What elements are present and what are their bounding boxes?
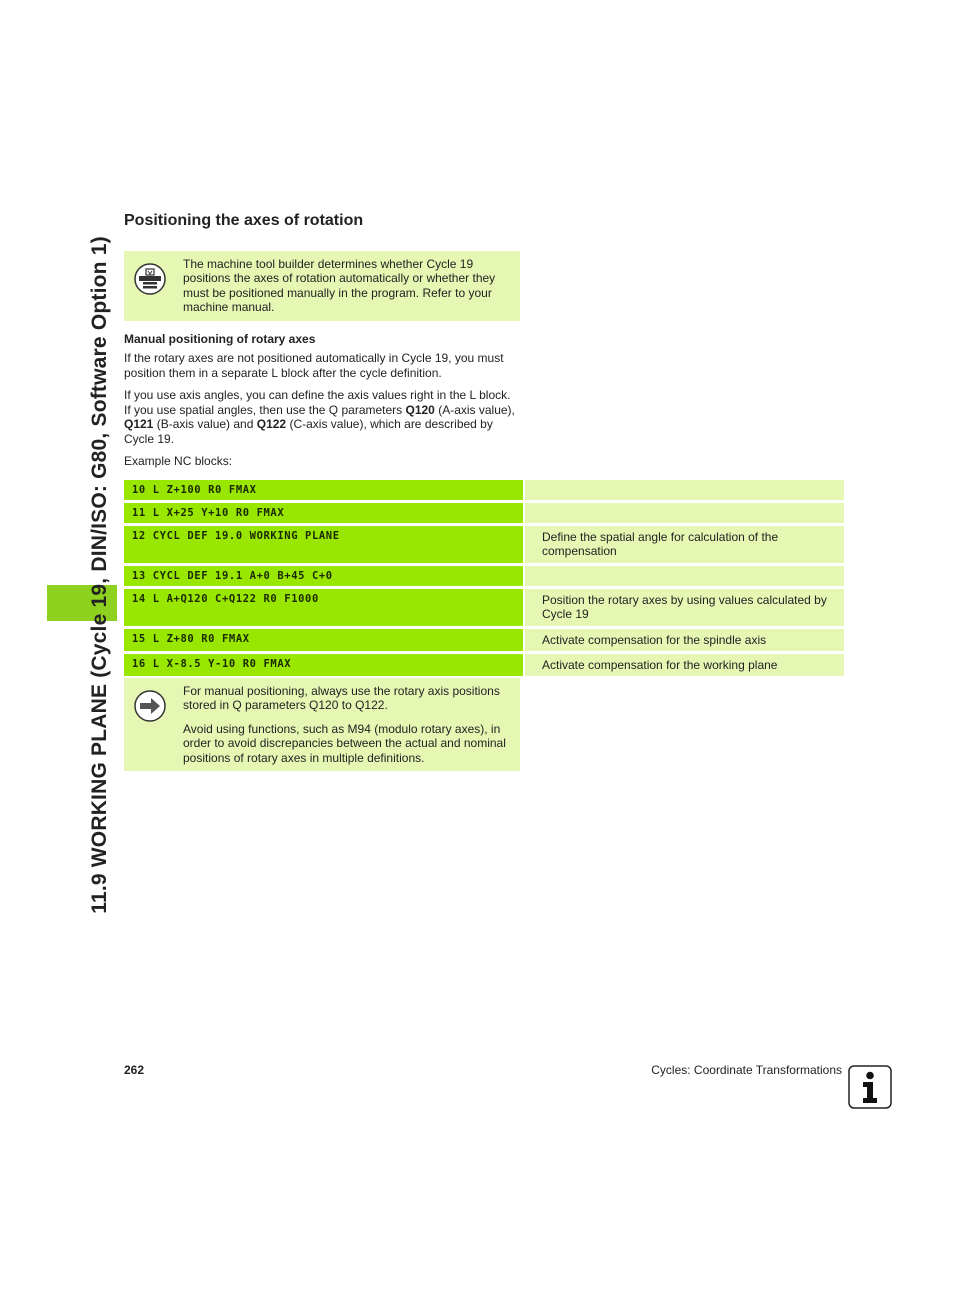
- nc-code: 10 L Z+100 R0 FMAX: [124, 480, 523, 500]
- table-row: [124, 566, 844, 586]
- q120-param: Q120: [405, 402, 435, 417]
- paragraph-auto-positioning: If the rotary axes are not positioned automatically in Cycle 19, you must position them in a separate L block after the cycle definition.: [124, 351, 504, 380]
- nc-code: 12 CYCL DEF 19.0 WORKING PLANE: [124, 526, 523, 563]
- table-row: [124, 589, 844, 626]
- text-segment: (A-axis value),: [434, 402, 515, 417]
- table-row: [124, 526, 844, 563]
- section-heading: Positioning the axes of rotation: [124, 212, 364, 229]
- nc-description: Activate compensation for the spindle axis: [525, 629, 844, 651]
- nc-code: 13 CYCL DEF 19.1 A+0 B+45 C+0: [124, 566, 523, 586]
- nc-code: 15 L Z+80 R0 FMAX: [124, 629, 523, 651]
- nc-description: [525, 566, 844, 586]
- example-label: Example NC blocks:: [124, 454, 233, 468]
- nc-description: [525, 503, 844, 523]
- q122-param: Q122: [256, 417, 287, 431]
- text-segment: (C-axis value), which are described by Cycle 19.: [124, 417, 493, 446]
- table-row: [124, 654, 844, 676]
- arrow-right-icon: [134, 690, 166, 722]
- table-row: [124, 480, 844, 500]
- nc-description: [525, 480, 844, 500]
- chapter-side-title: 11.9 WORKING PLANE (Cycle 19, DIN/ISO: G80, Software Option 1): [88, 236, 111, 914]
- text-segment: If you use axis angles, you can define the axis values right in the L block. If you use spatial angles, then use the Q parameters: [124, 388, 511, 417]
- nc-description: Activate compensation for the working plane: [525, 654, 844, 676]
- note-text: The machine tool builder determines whether Cycle 19 positions the axes of rotation automatically or whether they must be positioned manually in the program. Refer to your machine manual.: [183, 257, 496, 315]
- nc-description: Define the spatial angle for calculation of the compensation: [525, 526, 844, 563]
- machine-manual-note: [124, 251, 520, 321]
- nc-blocks-table: [124, 480, 844, 679]
- q121-param: Q121: [124, 417, 154, 431]
- tip-note: [124, 678, 520, 771]
- chapter-name: Cycles: Coordinate Transformations: [651, 1063, 842, 1077]
- table-row: [124, 629, 844, 651]
- table-row: [124, 503, 844, 523]
- nc-description: Position the rotary axes by using values calculated by Cycle 19: [525, 589, 844, 626]
- text-segment: (B-axis value) and: [153, 417, 257, 431]
- info-icon: [848, 1065, 892, 1109]
- subheading: Manual positioning of rotary axes: [124, 332, 316, 346]
- nc-code: 16 L X-8.5 Y-10 R0 FMAX: [124, 654, 523, 676]
- note-text: Avoid using functions, such as M94 (modulo rotary axes), in order to avoid discrepancies between the actual and nominal positions of rotary axes in multiple definitions.: [183, 721, 506, 765]
- page-number: 262: [124, 1063, 145, 1077]
- note-text: For manual positioning, always use the rotary axis positions stored in Q parameters Q120 to Q122.: [183, 684, 500, 713]
- nc-code: 14 L A+Q120 C+Q122 R0 F1000: [124, 589, 523, 626]
- paragraph-axis-angles: [124, 388, 520, 446]
- machine-manual-icon: [134, 263, 166, 295]
- nc-code: 11 L X+25 Y+10 R0 FMAX: [124, 503, 523, 523]
